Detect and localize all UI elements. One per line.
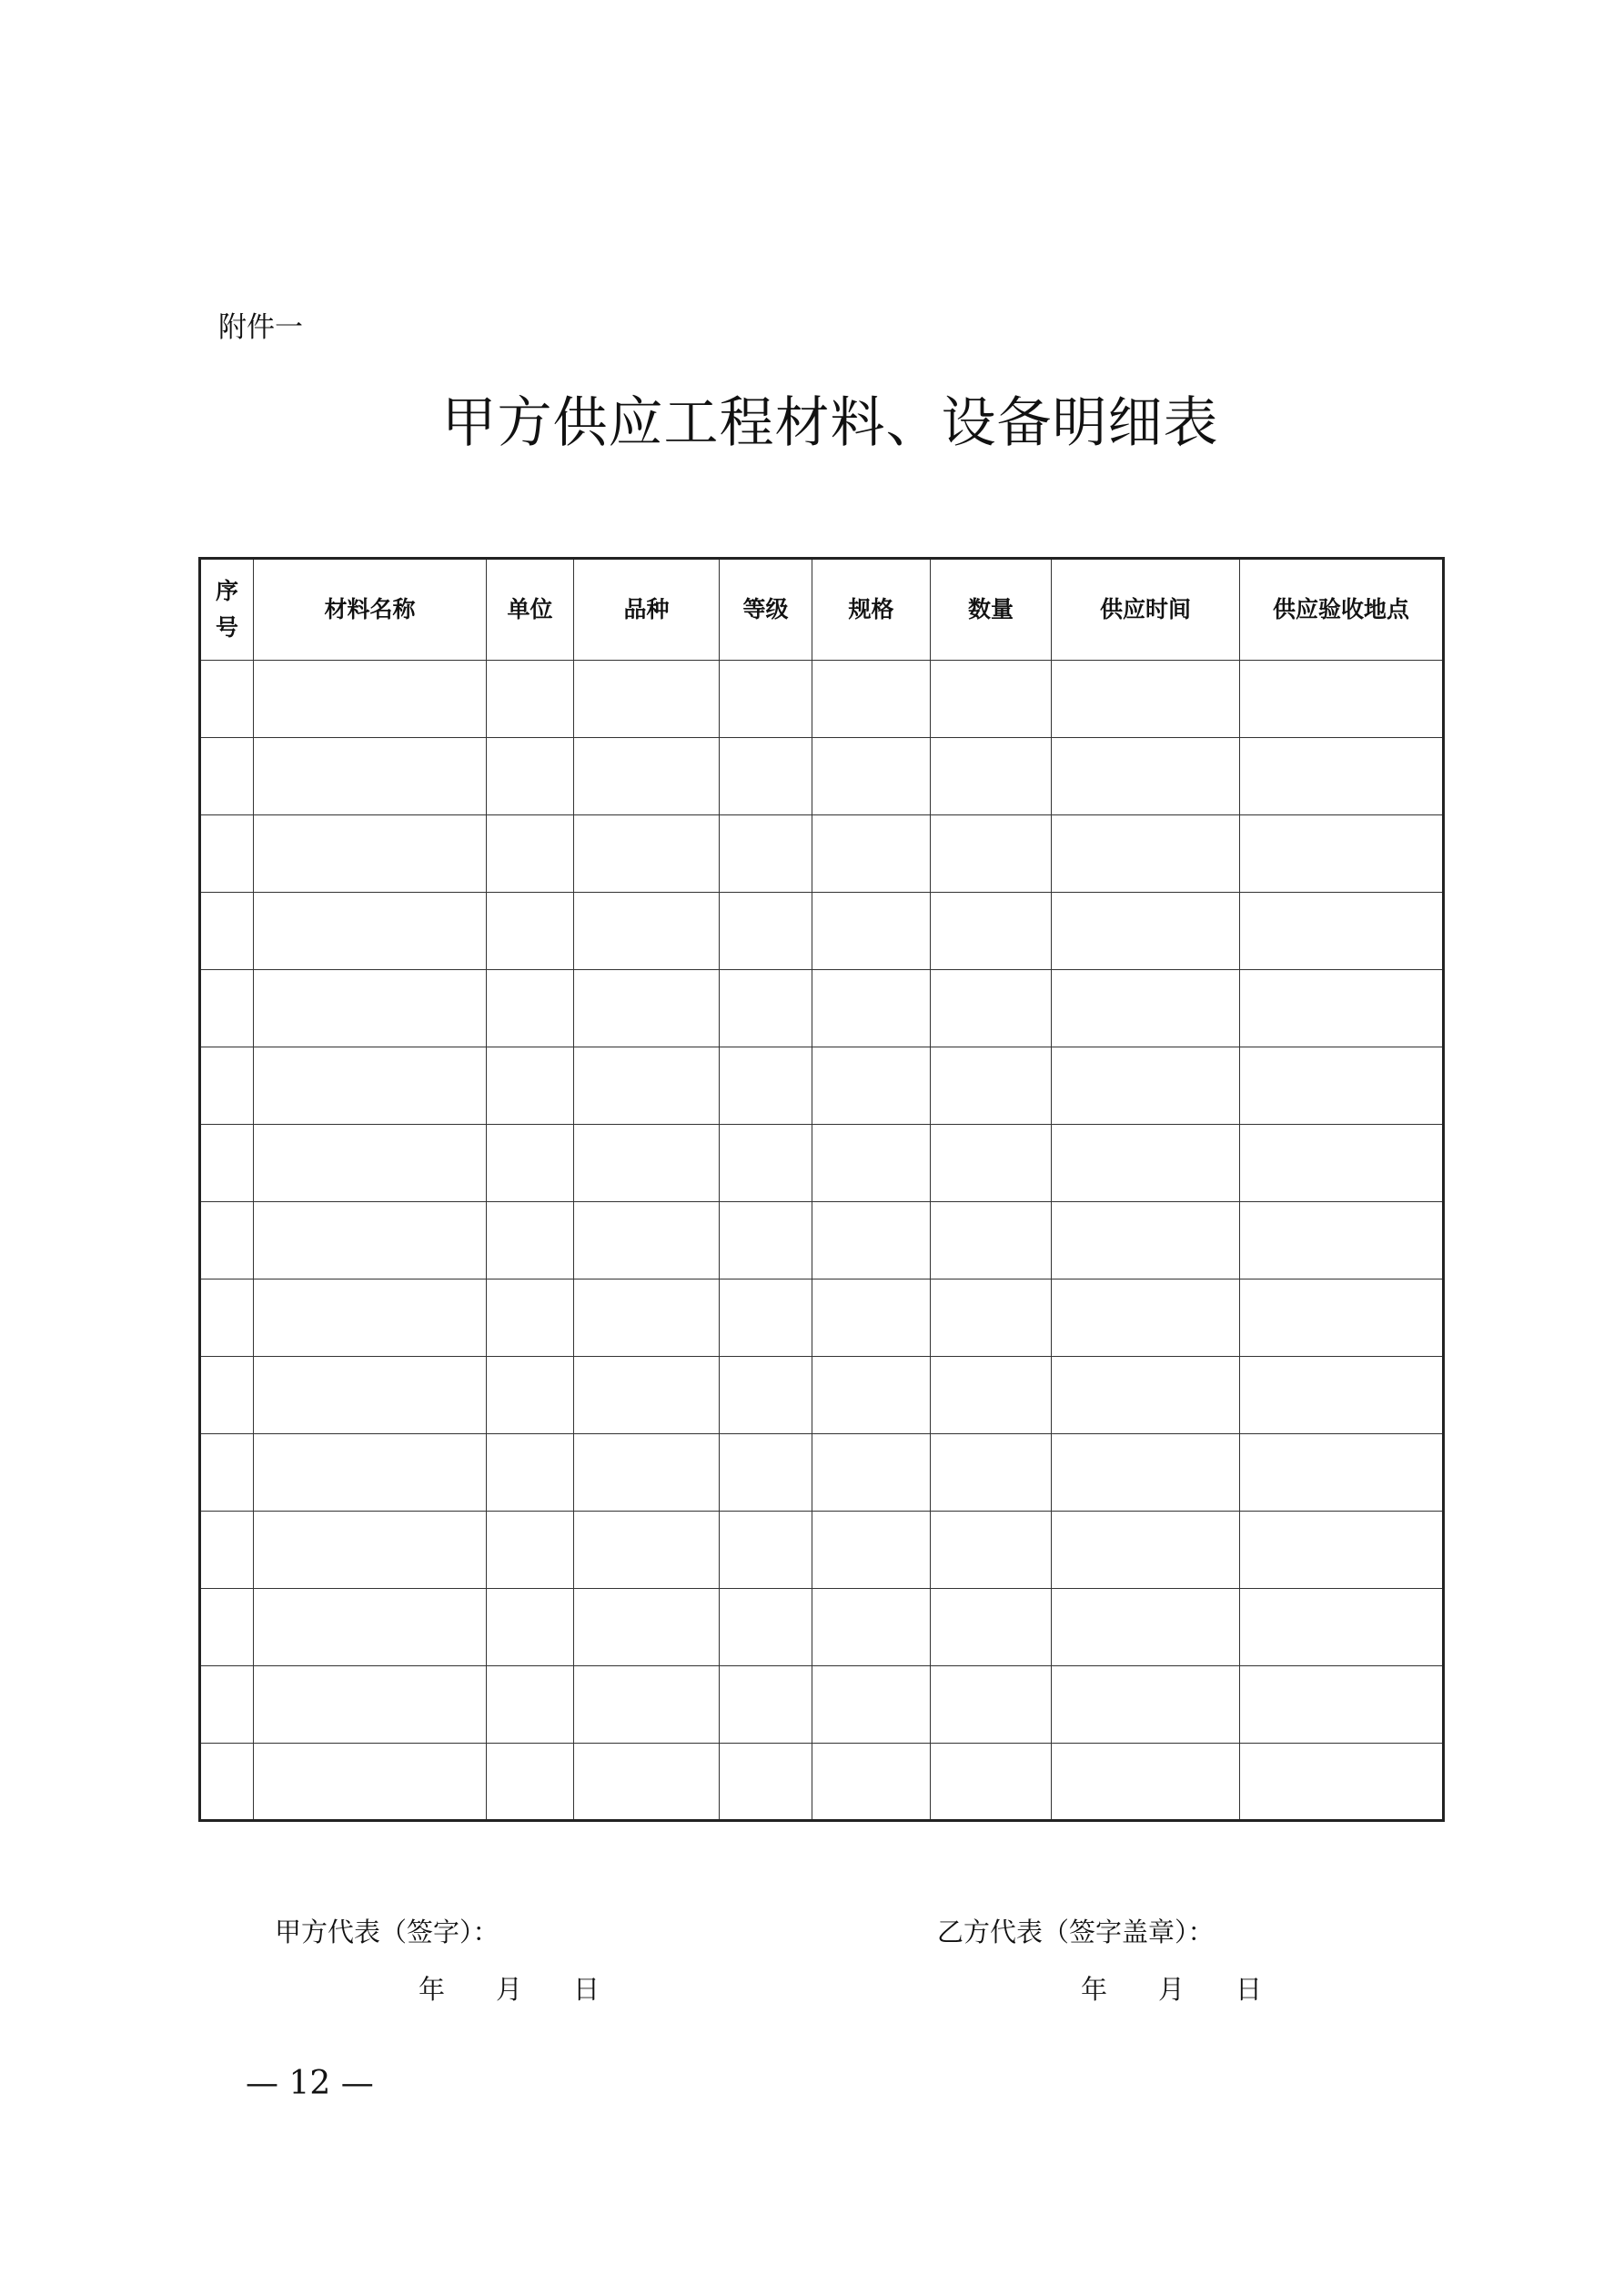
party-a-date-month: 月: [496, 1974, 523, 2005]
cell-material-name: [254, 1434, 487, 1512]
cell-grade: [720, 1666, 812, 1744]
header-seq-line2: 号: [215, 614, 238, 641]
cell-quantity: [931, 893, 1052, 970]
cell-quantity: [931, 1279, 1052, 1357]
cell-unit: [487, 1744, 574, 1821]
cell-seq: [200, 815, 254, 893]
party-a-signature-label: 甲方代表（签字）：: [275, 1917, 499, 1947]
cell-grade: [720, 815, 812, 893]
table-row: [200, 1744, 1444, 1821]
cell-supply-place: [1240, 1666, 1444, 1744]
cell-grade: [720, 970, 812, 1047]
cell-variety: [574, 815, 720, 893]
cell-variety: [574, 1666, 720, 1744]
cell-material-name: [254, 1744, 487, 1821]
cell-supply-time: [1052, 1434, 1240, 1512]
party-a-date-year: 年: [419, 1974, 446, 2005]
cell-supply-place: [1240, 1125, 1444, 1202]
table-row: [200, 1279, 1444, 1357]
cell-spec: [812, 815, 931, 893]
cell-grade: [720, 738, 812, 815]
table-row: [200, 738, 1444, 815]
cell-material-name: [254, 661, 487, 738]
cell-variety: [574, 1357, 720, 1434]
party-b-date-day: 日: [1236, 1974, 1263, 2005]
cell-spec: [812, 1047, 931, 1125]
attachment-label: 附件一: [218, 311, 303, 344]
page-number: — 12 —: [246, 2065, 374, 2102]
cell-seq: [200, 1434, 254, 1512]
cell-supply-place: [1240, 893, 1444, 970]
cell-grade: [720, 1512, 812, 1589]
cell-material-name: [254, 1202, 487, 1279]
materials-equipment-table: [198, 557, 1445, 1822]
cell-quantity: [931, 1125, 1052, 1202]
cell-material-name: [254, 1279, 487, 1357]
table-row: [200, 1589, 1444, 1666]
table-row: [200, 1357, 1444, 1434]
cell-material-name: [254, 815, 487, 893]
cell-unit: [487, 1512, 574, 1589]
cell-supply-time: [1052, 1666, 1240, 1744]
cell-spec: [812, 1125, 931, 1202]
header-seq-line1: 序: [215, 578, 238, 604]
cell-seq: [200, 1279, 254, 1357]
cell-supply-time: [1052, 1744, 1240, 1821]
cell-supply-place: [1240, 661, 1444, 738]
cell-supply-time: [1052, 1512, 1240, 1589]
cell-supply-place: [1240, 1744, 1444, 1821]
cell-quantity: [931, 1744, 1052, 1821]
cell-supply-time: [1052, 1202, 1240, 1279]
cell-material-name: [254, 1125, 487, 1202]
table-row: [200, 661, 1444, 738]
cell-supply-time: [1052, 661, 1240, 738]
cell-quantity: [931, 1434, 1052, 1512]
cell-supply-time: [1052, 1125, 1240, 1202]
cell-spec: [812, 738, 931, 815]
cell-material-name: [254, 1666, 487, 1744]
cell-grade: [720, 1434, 812, 1512]
cell-spec: [812, 893, 931, 970]
cell-material-name: [254, 1589, 487, 1666]
cell-seq: [200, 1047, 254, 1125]
cell-supply-place: [1240, 1047, 1444, 1125]
cell-supply-place: [1240, 1589, 1444, 1666]
cell-seq: [200, 738, 254, 815]
cell-spec: [812, 1202, 931, 1279]
cell-supply-place: [1240, 1202, 1444, 1279]
cell-grade: [720, 1125, 812, 1202]
cell-supply-time: [1052, 1357, 1240, 1434]
cell-unit: [487, 1047, 574, 1125]
cell-grade: [720, 1357, 812, 1434]
cell-supply-time: [1052, 738, 1240, 815]
cell-material-name: [254, 1047, 487, 1125]
cell-grade: [720, 1047, 812, 1125]
cell-grade: [720, 1202, 812, 1279]
cell-quantity: [931, 1589, 1052, 1666]
cell-spec: [812, 1666, 931, 1744]
header-grade: 等级: [720, 559, 812, 661]
cell-spec: [812, 1279, 931, 1357]
cell-variety: [574, 1589, 720, 1666]
cell-variety: [574, 1279, 720, 1357]
cell-seq: [200, 661, 254, 738]
cell-variety: [574, 1512, 720, 1589]
cell-material-name: [254, 1512, 487, 1589]
cell-material-name: [254, 893, 487, 970]
table-row: [200, 1202, 1444, 1279]
party-b-signature-label: 乙方代表（签字盖章）：: [937, 1917, 1215, 1947]
cell-seq: [200, 1666, 254, 1744]
cell-grade: [720, 1744, 812, 1821]
cell-supply-time: [1052, 815, 1240, 893]
cell-grade: [720, 1279, 812, 1357]
cell-spec: [812, 1512, 931, 1589]
cell-unit: [487, 1279, 574, 1357]
party-b-date-month: 月: [1158, 1974, 1185, 2005]
header-material-name: 材料名称: [254, 559, 487, 661]
cell-unit: [487, 1666, 574, 1744]
cell-spec: [812, 661, 931, 738]
table-header-row: [200, 559, 1444, 661]
cell-grade: [720, 893, 812, 970]
party-a-date-line: [419, 1971, 600, 2008]
cell-unit: [487, 1202, 574, 1279]
cell-unit: [487, 970, 574, 1047]
cell-seq: [200, 1357, 254, 1434]
cell-supply-place: [1240, 1279, 1444, 1357]
table-row: [200, 1666, 1444, 1744]
table-row: [200, 1434, 1444, 1512]
cell-seq: [200, 1125, 254, 1202]
table-row: [200, 970, 1444, 1047]
cell-quantity: [931, 661, 1052, 738]
cell-unit: [487, 893, 574, 970]
cell-quantity: [931, 1357, 1052, 1434]
cell-seq: [200, 1589, 254, 1666]
cell-seq: [200, 970, 254, 1047]
party-b-date-year: 年: [1081, 1974, 1108, 2005]
cell-supply-time: [1052, 1279, 1240, 1357]
cell-quantity: [931, 1047, 1052, 1125]
cell-grade: [720, 1589, 812, 1666]
cell-unit: [487, 815, 574, 893]
cell-material-name: [254, 738, 487, 815]
cell-variety: [574, 1047, 720, 1125]
cell-spec: [812, 1589, 931, 1666]
page-title: 甲方供应工程材料、设备明细表: [441, 391, 1219, 455]
cell-supply-time: [1052, 893, 1240, 970]
party-a-date-day: 日: [573, 1974, 600, 2005]
cell-supply-place: [1240, 1434, 1444, 1512]
cell-supply-time: [1052, 970, 1240, 1047]
cell-variety: [574, 970, 720, 1047]
cell-variety: [574, 1202, 720, 1279]
cell-unit: [487, 1125, 574, 1202]
header-unit: 单位: [487, 559, 574, 661]
cell-seq: [200, 1202, 254, 1279]
cell-supply-time: [1052, 1047, 1240, 1125]
header-quantity: 数量: [931, 559, 1052, 661]
table-row: [200, 1512, 1444, 1589]
cell-quantity: [931, 815, 1052, 893]
cell-unit: [487, 1589, 574, 1666]
cell-supply-place: [1240, 815, 1444, 893]
cell-quantity: [931, 970, 1052, 1047]
cell-unit: [487, 738, 574, 815]
cell-unit: [487, 661, 574, 738]
cell-variety: [574, 1434, 720, 1512]
party-b-date-line: [1081, 1971, 1262, 2008]
header-variety: 品种: [574, 559, 720, 661]
header-seq-number: [200, 559, 254, 661]
cell-supply-place: [1240, 970, 1444, 1047]
cell-unit: [487, 1357, 574, 1434]
table-row: [200, 815, 1444, 893]
table-body: [200, 661, 1444, 1821]
table-row: [200, 1125, 1444, 1202]
cell-spec: [812, 1434, 931, 1512]
cell-supply-place: [1240, 738, 1444, 815]
cell-supply-time: [1052, 1589, 1240, 1666]
cell-quantity: [931, 1512, 1052, 1589]
cell-quantity: [931, 738, 1052, 815]
cell-variety: [574, 1744, 720, 1821]
cell-variety: [574, 1125, 720, 1202]
cell-quantity: [931, 1666, 1052, 1744]
cell-material-name: [254, 1357, 487, 1434]
header-supply-place: 供应验收地点: [1240, 559, 1444, 661]
cell-unit: [487, 1434, 574, 1512]
cell-seq: [200, 1512, 254, 1589]
cell-supply-place: [1240, 1357, 1444, 1434]
cell-seq: [200, 1744, 254, 1821]
cell-supply-place: [1240, 1512, 1444, 1589]
cell-variety: [574, 738, 720, 815]
cell-grade: [720, 661, 812, 738]
table-row: [200, 893, 1444, 970]
cell-variety: [574, 661, 720, 738]
cell-quantity: [931, 1202, 1052, 1279]
header-spec: 规格: [812, 559, 931, 661]
cell-spec: [812, 970, 931, 1047]
cell-spec: [812, 1744, 931, 1821]
header-supply-time: 供应时间: [1052, 559, 1240, 661]
cell-seq: [200, 893, 254, 970]
table-row: [200, 1047, 1444, 1125]
cell-material-name: [254, 970, 487, 1047]
cell-spec: [812, 1357, 931, 1434]
cell-variety: [574, 893, 720, 970]
